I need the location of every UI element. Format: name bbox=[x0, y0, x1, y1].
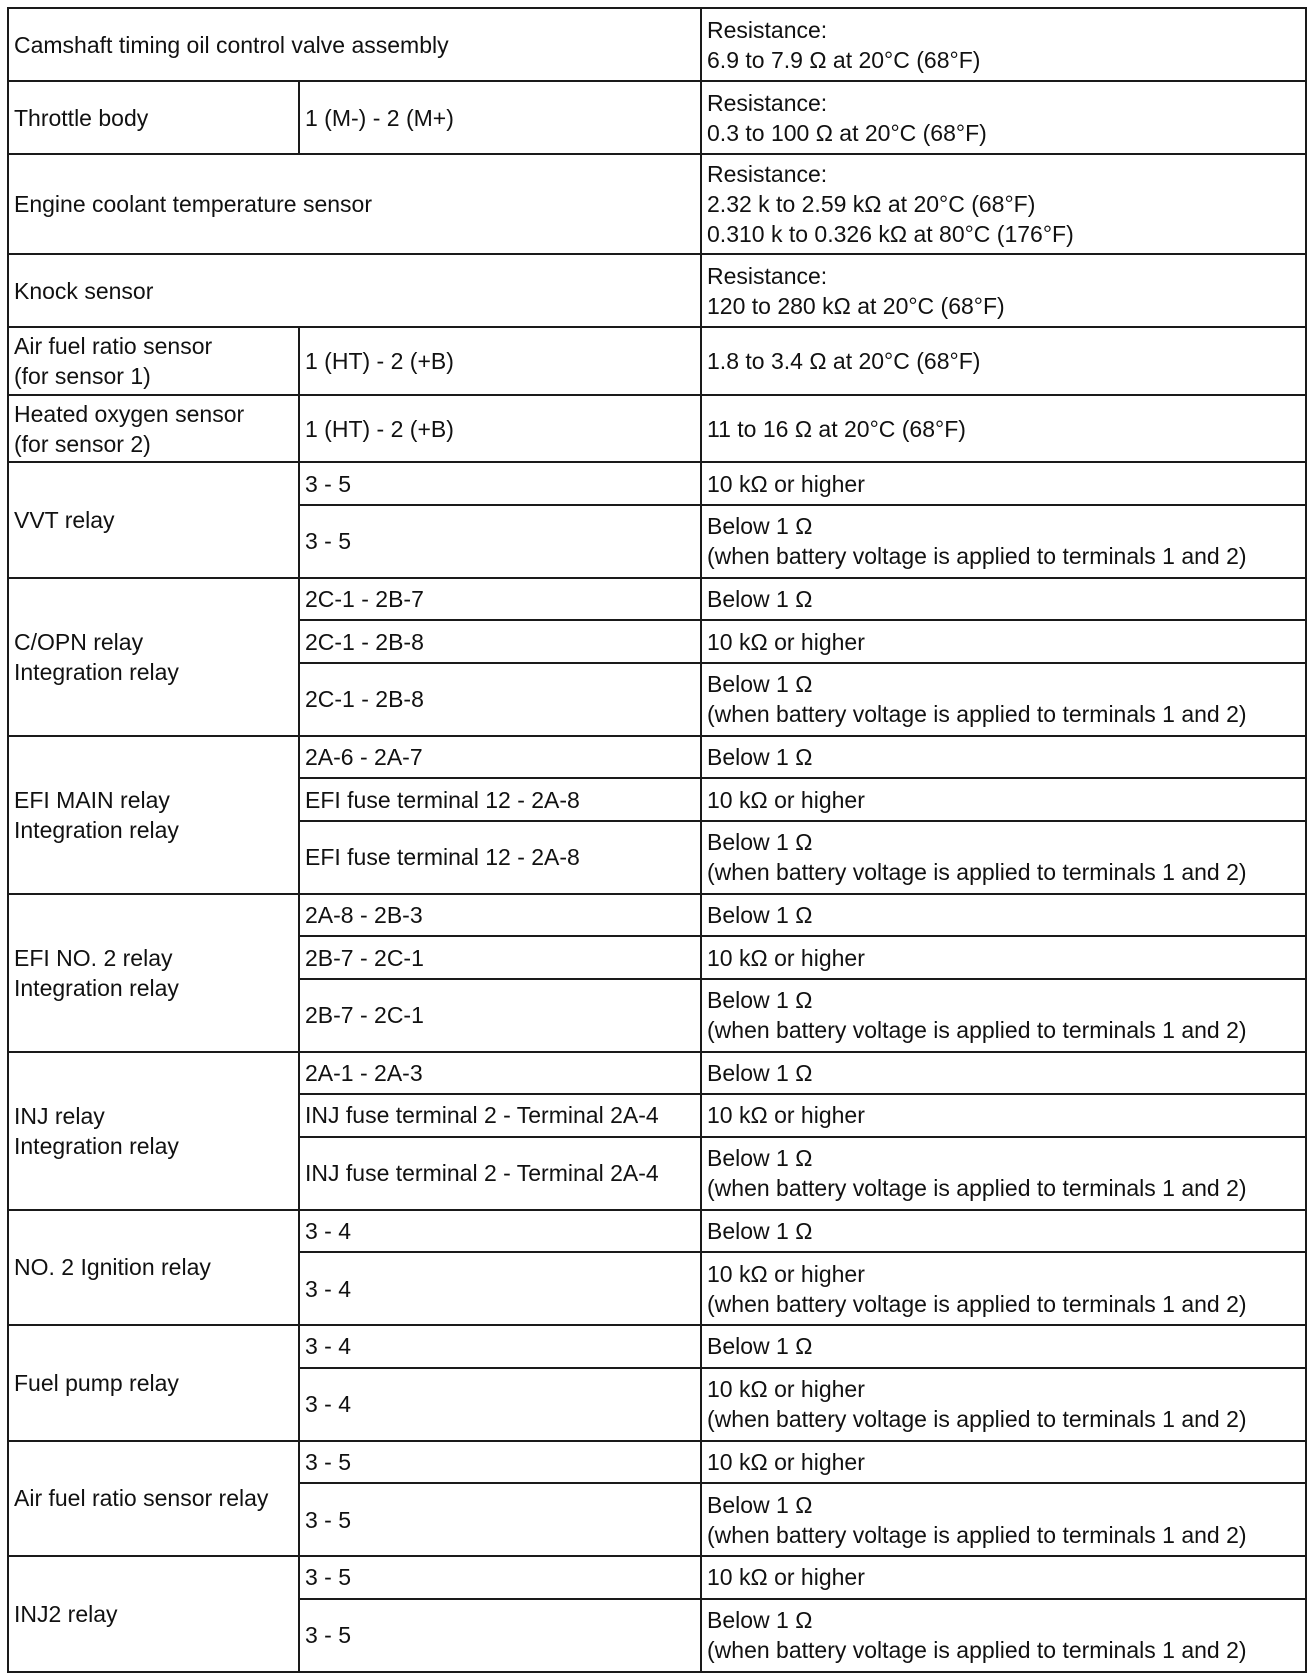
component-cell bbox=[8, 8, 701, 81]
condition-line: Below 1 Ω bbox=[707, 902, 813, 929]
specified-condition-cell bbox=[701, 1094, 1306, 1136]
component-name-line: Integration relay bbox=[14, 974, 179, 1001]
component-cell bbox=[8, 736, 299, 894]
table-row bbox=[8, 81, 1306, 154]
specified-condition-cell bbox=[701, 154, 1306, 254]
component-cell bbox=[8, 1441, 299, 1556]
component-name-line: EFI NO. 2 relay bbox=[14, 944, 173, 971]
condition-line: Resistance: bbox=[707, 16, 828, 43]
condition-line: Below 1 Ω bbox=[707, 744, 813, 771]
component-cell bbox=[8, 462, 299, 577]
table-row bbox=[8, 254, 1306, 327]
specified-condition-cell bbox=[701, 1599, 1306, 1672]
terminal-connection-cell: 3 - 5 bbox=[299, 1556, 701, 1598]
terminal-connection-cell: 3 - 5 bbox=[299, 1599, 701, 1672]
component-name: Engine coolant temperature sensor bbox=[14, 191, 372, 218]
table-row bbox=[8, 395, 1306, 463]
terminal-connection-cell: 2B-7 - 2C-1 bbox=[299, 979, 701, 1052]
specified-condition-cell bbox=[701, 1483, 1306, 1556]
component-cell bbox=[8, 327, 299, 395]
condition-line: 10 kΩ or higher bbox=[707, 1260, 865, 1287]
terminal-connection-cell: 3 - 4 bbox=[299, 1325, 701, 1367]
component-name: Fuel pump relay bbox=[14, 1369, 179, 1396]
terminal-connection-cell: INJ fuse terminal 2 - Terminal 2A-4 bbox=[299, 1094, 701, 1136]
terminal-connection-cell: 3 - 4 bbox=[299, 1210, 701, 1252]
specified-condition-cell bbox=[701, 1556, 1306, 1598]
condition-line: 10 kΩ or higher bbox=[707, 1102, 865, 1129]
condition-line: Below 1 Ω bbox=[707, 1145, 813, 1172]
component-cell bbox=[8, 81, 299, 154]
condition-line: Below 1 Ω bbox=[707, 671, 813, 698]
condition-line: 0.3 to 100 Ω at 20°C (68°F) bbox=[707, 119, 987, 146]
component-name: Camshaft timing oil control valve assembly bbox=[14, 31, 449, 58]
specified-condition-cell bbox=[701, 578, 1306, 620]
condition-line: 6.9 to 7.9 Ω at 20°C (68°F) bbox=[707, 46, 981, 73]
component-name: Knock sensor bbox=[14, 277, 154, 304]
component-name: VVT relay bbox=[14, 507, 115, 534]
specified-condition-cell bbox=[701, 327, 1306, 395]
terminal-connection-cell: 3 - 5 bbox=[299, 505, 701, 578]
specified-condition-cell bbox=[701, 778, 1306, 820]
component-name-line: C/OPN relay bbox=[14, 628, 144, 655]
table-row bbox=[8, 8, 1306, 81]
table-row bbox=[8, 154, 1306, 254]
terminal-connection-cell: 2A-8 - 2B-3 bbox=[299, 894, 701, 936]
condition-line: 2.32 k to 2.59 kΩ at 20°C (68°F) bbox=[707, 191, 1036, 218]
component-name-line: Air fuel ratio sensor bbox=[14, 333, 213, 360]
terminal-connection-cell: 2C-1 - 2B-7 bbox=[299, 578, 701, 620]
condition-line: Below 1 Ω bbox=[707, 1333, 813, 1360]
condition-line: (when battery voltage is applied to terminals 1 and 2) bbox=[707, 1290, 1247, 1317]
specified-condition-cell bbox=[701, 1052, 1306, 1094]
component-cell bbox=[8, 894, 299, 1052]
terminal-connection-cell: EFI fuse terminal 12 - 2A-8 bbox=[299, 821, 701, 894]
terminal-connection-cell: 3 - 5 bbox=[299, 1441, 701, 1483]
condition-line: Resistance: bbox=[707, 262, 828, 289]
specified-condition-cell bbox=[701, 8, 1306, 81]
table-row bbox=[8, 1441, 1306, 1483]
specified-condition-cell bbox=[701, 254, 1306, 327]
terminal-connection-cell: 2C-1 - 2B-8 bbox=[299, 663, 701, 736]
condition-line: (when battery voltage is applied to terminals 1 and 2) bbox=[707, 859, 1247, 886]
terminal-connection-cell: 2A-1 - 2A-3 bbox=[299, 1052, 701, 1094]
component-cell bbox=[8, 1325, 299, 1440]
condition-line: Below 1 Ω bbox=[707, 1060, 813, 1086]
component-name: NO. 2 Ignition relay bbox=[14, 1254, 211, 1281]
condition-line: Resistance: bbox=[707, 161, 828, 188]
component-name: Throttle body bbox=[14, 104, 149, 131]
condition-line: Below 1 Ω bbox=[707, 1217, 813, 1244]
spec-table-body bbox=[8, 8, 1306, 1672]
resistance-spec-table bbox=[7, 7, 1307, 1673]
terminal-connection-cell: 2C-1 - 2B-8 bbox=[299, 620, 701, 662]
component-name-line: (for sensor 2) bbox=[14, 430, 151, 457]
condition-line: (when battery voltage is applied to terminals 1 and 2) bbox=[707, 1521, 1247, 1548]
table-row bbox=[8, 1325, 1306, 1367]
condition-line: Below 1 Ω bbox=[707, 1607, 813, 1634]
table-row bbox=[8, 462, 1306, 504]
condition-line: Below 1 Ω bbox=[707, 829, 813, 856]
component-name-line: Integration relay bbox=[14, 816, 179, 843]
specified-condition-cell bbox=[701, 462, 1306, 504]
table-row bbox=[8, 736, 1306, 778]
terminal-connection-cell: 1 (HT) - 2 (+B) bbox=[299, 327, 701, 395]
condition-line: 10 kΩ or higher bbox=[707, 470, 865, 497]
specified-condition-cell bbox=[701, 663, 1306, 736]
condition-line: Resistance: bbox=[707, 89, 828, 116]
component-cell bbox=[8, 395, 299, 463]
table-row bbox=[8, 1556, 1306, 1598]
terminal-connection-cell: 1 (M-) - 2 (M+) bbox=[299, 81, 701, 154]
component-name: Air fuel ratio sensor relay bbox=[14, 1485, 269, 1512]
specified-condition-cell bbox=[701, 894, 1306, 936]
specified-condition-cell bbox=[701, 395, 1306, 463]
condition-line: Below 1 Ω bbox=[707, 1491, 813, 1518]
terminal-connection-cell: EFI fuse terminal 12 - 2A-8 bbox=[299, 778, 701, 820]
component-cell bbox=[8, 154, 701, 254]
condition-line: (when battery voltage is applied to terminals 1 and 2) bbox=[707, 1017, 1247, 1044]
terminal-connection-cell: 3 - 5 bbox=[299, 1483, 701, 1556]
component-name-line: EFI MAIN relay bbox=[14, 786, 170, 813]
condition-line: Below 1 Ω bbox=[707, 513, 813, 540]
condition-line: (when battery voltage is applied to terminals 1 and 2) bbox=[707, 701, 1247, 728]
specified-condition-cell bbox=[701, 1252, 1306, 1325]
component-name-line: Integration relay bbox=[14, 658, 179, 685]
condition-line: 1.8 to 3.4 Ω at 20°C (68°F) bbox=[707, 348, 981, 375]
terminal-connection-cell: 2A-6 - 2A-7 bbox=[299, 736, 701, 778]
terminal-connection-cell: 3 - 4 bbox=[299, 1368, 701, 1441]
specified-condition-cell bbox=[701, 1325, 1306, 1367]
condition-line: 10 kΩ or higher bbox=[707, 944, 865, 971]
component-name-line: INJ relay bbox=[14, 1102, 105, 1129]
specified-condition-cell bbox=[701, 620, 1306, 662]
condition-line: 11 to 16 Ω at 20°C (68°F) bbox=[707, 415, 966, 442]
component-name: INJ2 relay bbox=[14, 1601, 118, 1628]
condition-line: 0.310 k to 0.326 kΩ at 80°C (176°F) bbox=[707, 221, 1074, 248]
condition-line: 10 kΩ or higher bbox=[707, 1564, 865, 1591]
table-row bbox=[8, 327, 1306, 395]
condition-line: 120 to 280 kΩ at 20°C (68°F) bbox=[707, 292, 1005, 319]
terminal-connection-cell: 1 (HT) - 2 (+B) bbox=[299, 395, 701, 463]
terminal-connection-cell: 3 - 5 bbox=[299, 462, 701, 504]
specified-condition-cell bbox=[701, 1210, 1306, 1252]
condition-line: Below 1 Ω bbox=[707, 586, 813, 613]
table-row bbox=[8, 1210, 1306, 1252]
component-cell bbox=[8, 1210, 299, 1325]
table-row bbox=[8, 578, 1306, 620]
component-cell bbox=[8, 1052, 299, 1210]
specified-condition-cell bbox=[701, 1441, 1306, 1483]
condition-line: (when battery voltage is applied to terminals 1 and 2) bbox=[707, 1406, 1247, 1433]
condition-line: Below 1 Ω bbox=[707, 987, 813, 1014]
terminal-connection-cell: INJ fuse terminal 2 - Terminal 2A-4 bbox=[299, 1137, 701, 1210]
condition-line: (when battery voltage is applied to terminals 1 and 2) bbox=[707, 1637, 1247, 1664]
component-cell bbox=[8, 578, 299, 736]
condition-line: 10 kΩ or higher bbox=[707, 628, 865, 655]
condition-line: 10 kΩ or higher bbox=[707, 1376, 865, 1403]
component-cell bbox=[8, 1556, 299, 1672]
specified-condition-cell bbox=[701, 81, 1306, 154]
terminal-connection-cell: 2B-7 - 2C-1 bbox=[299, 936, 701, 978]
condition-line: (when battery voltage is applied to terminals 1 and 2) bbox=[707, 1175, 1247, 1202]
specified-condition-cell bbox=[701, 936, 1306, 978]
specified-condition-cell bbox=[701, 736, 1306, 778]
condition-line: 10 kΩ or higher bbox=[707, 1448, 865, 1475]
component-name-line: Integration relay bbox=[14, 1132, 179, 1159]
specified-condition-cell bbox=[701, 1137, 1306, 1210]
table-row bbox=[8, 1052, 1306, 1094]
component-cell bbox=[8, 254, 701, 327]
table-row bbox=[8, 894, 1306, 936]
component-name-line: Heated oxygen sensor bbox=[14, 400, 245, 427]
specified-condition-cell bbox=[701, 979, 1306, 1052]
terminal-connection-cell: 3 - 4 bbox=[299, 1252, 701, 1325]
component-name-line: (for sensor 1) bbox=[14, 363, 151, 390]
specified-condition-cell bbox=[701, 505, 1306, 578]
condition-line: (when battery voltage is applied to terminals 1 and 2) bbox=[707, 543, 1247, 570]
condition-line: 10 kΩ or higher bbox=[707, 786, 865, 813]
specified-condition-cell bbox=[701, 1368, 1306, 1441]
specified-condition-cell bbox=[701, 821, 1306, 894]
